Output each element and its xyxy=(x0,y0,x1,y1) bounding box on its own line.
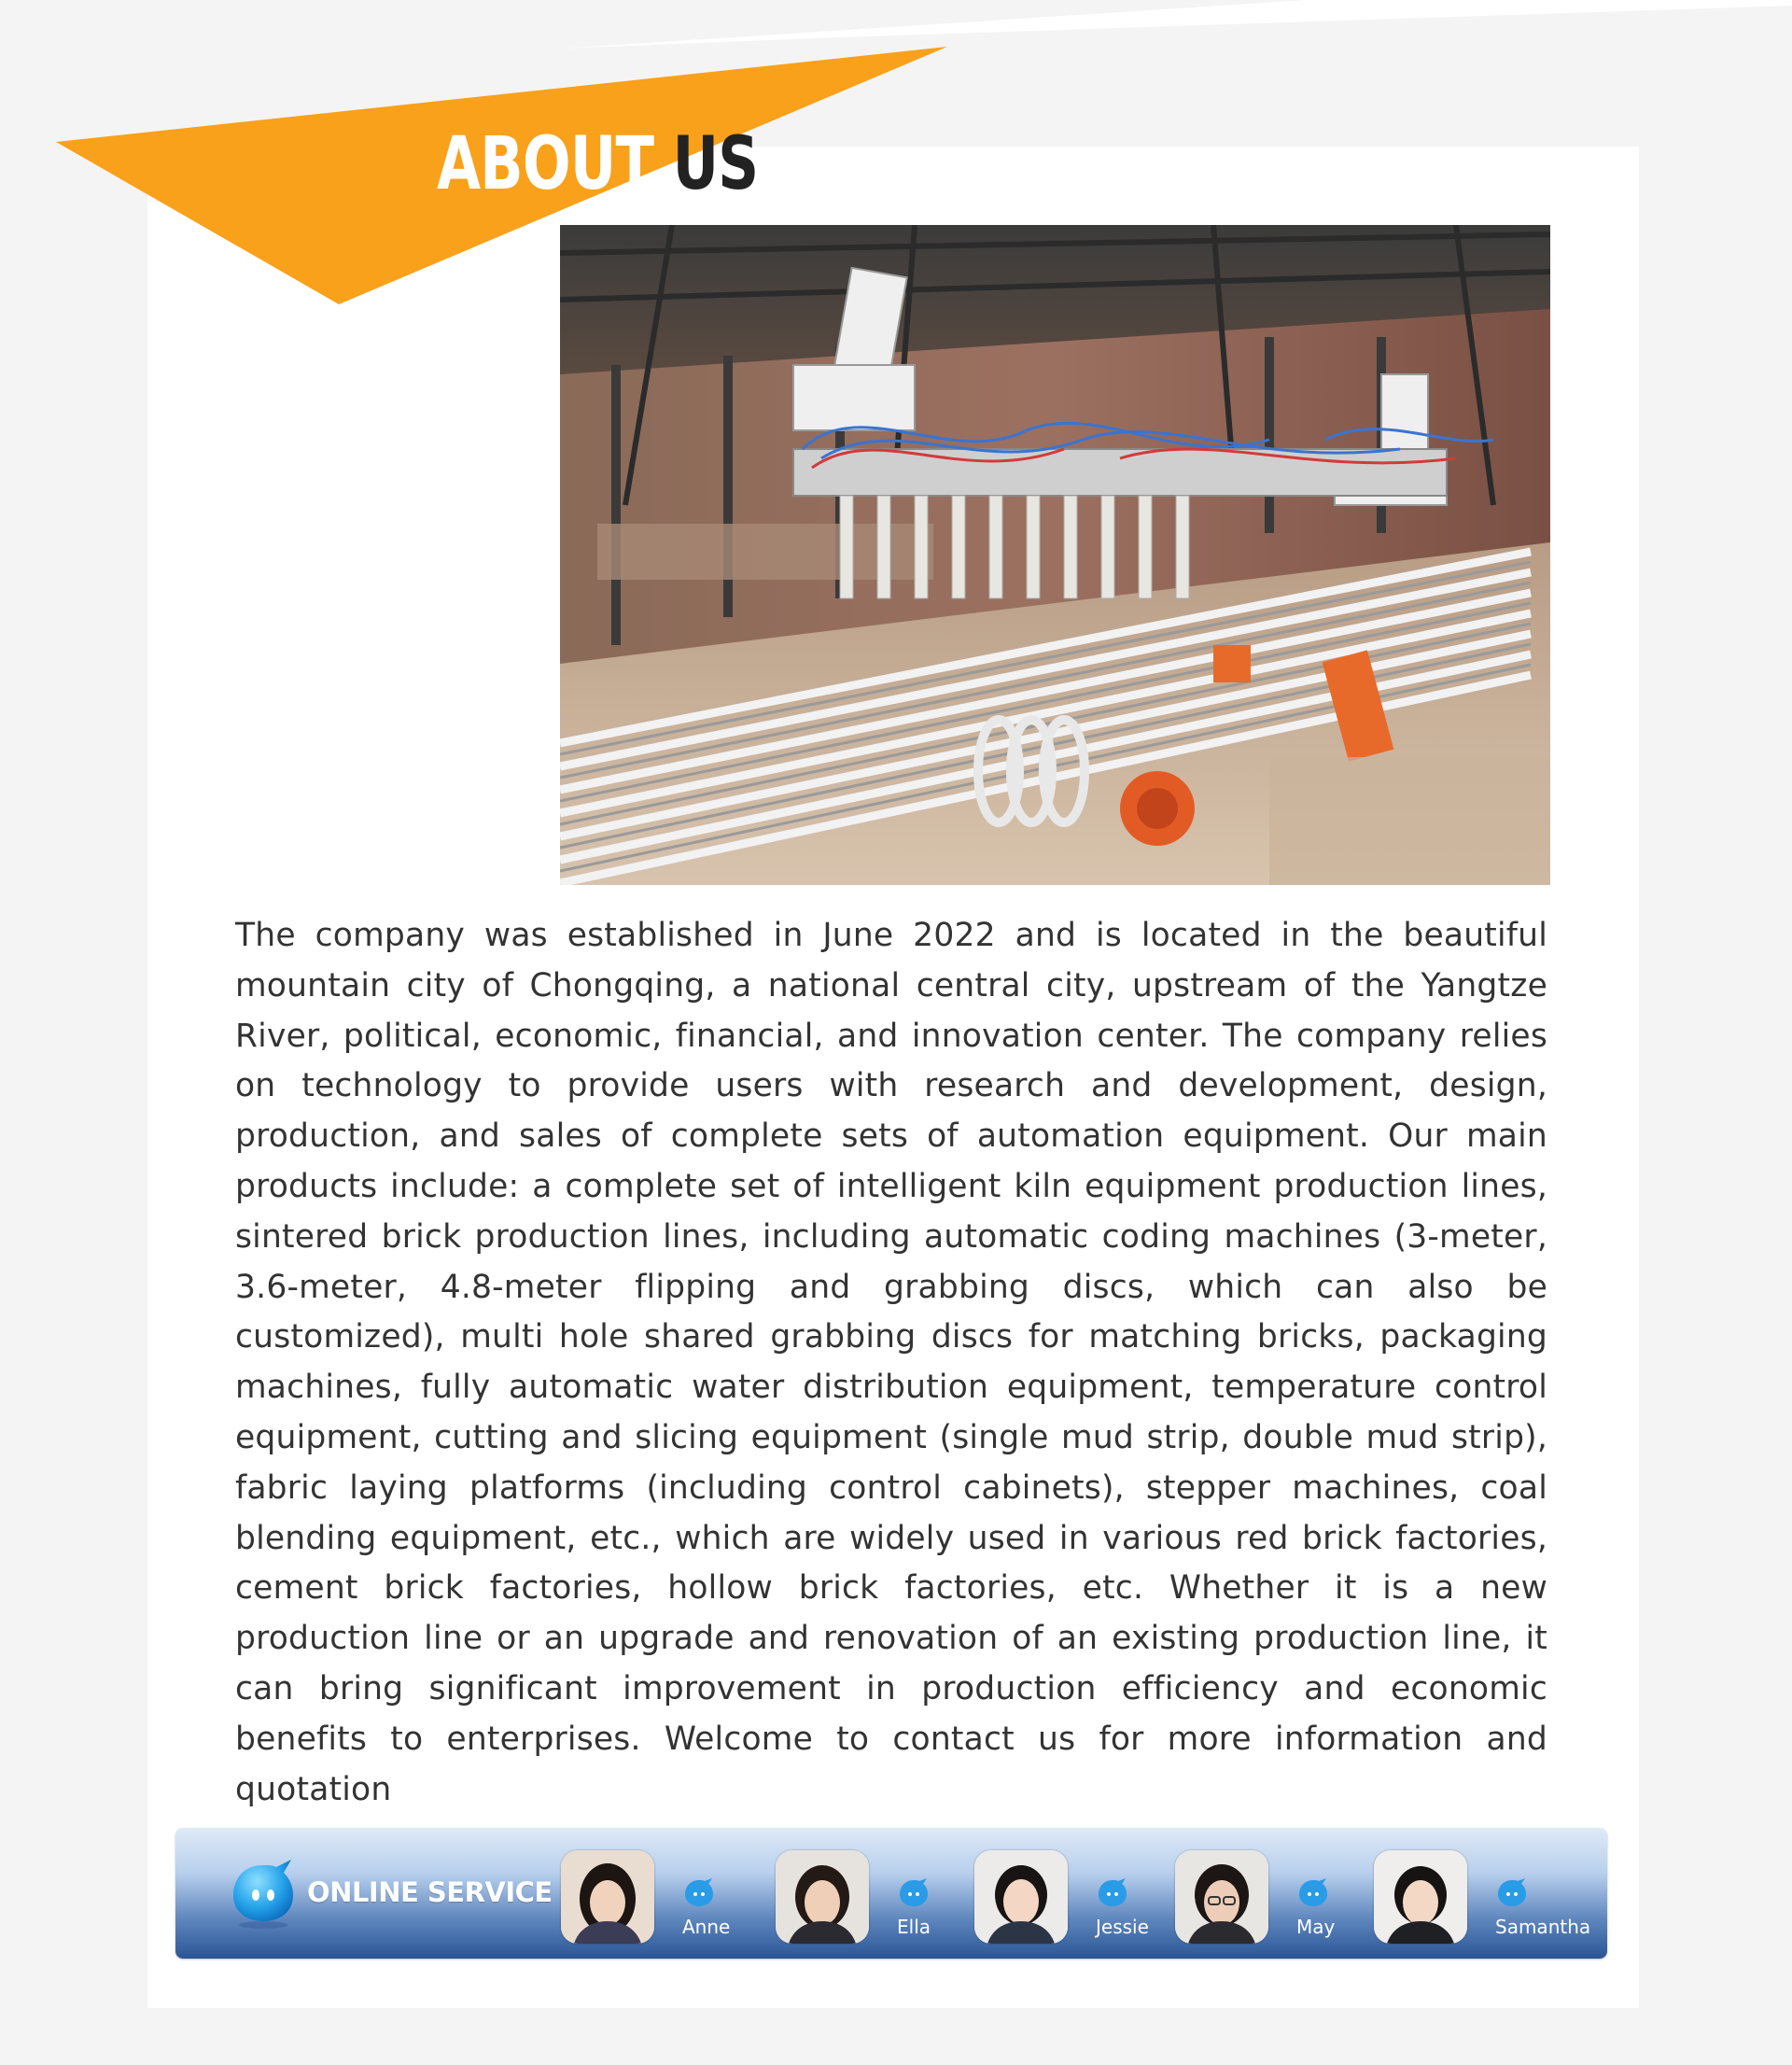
chat-bubble-icon[interactable] xyxy=(1296,1876,1330,1910)
agent-samantha[interactable] xyxy=(1374,1850,1607,1953)
robotic-brick-stacking-line-photo xyxy=(560,225,1550,885)
agent-name: Ella xyxy=(897,1916,931,1938)
title-word-us: US xyxy=(672,122,759,206)
about-paragraph: The company was established in June 2022 and is located in the beautiful mountain city of Chongqing, a national central city, upstream of the Yangtze River, political, economic, financial, and innovation center. The company relies on technology to provide users with research and development, design, production, and sales of complete sets of automation equipment. Our main products include: a complete set of intelligent kiln equipment production lines, sintered brick production lines, including automatic coding machines (3-meter, 3.6-meter, 4.8-meter flipping and grabbing discs, which can also be customized), multi hole shared grabbing discs for matching bricks, packaging machines, fully automatic water distribution equipment, temperature control equipment, cutting and slicing equipment (single mud strip, double mud strip), fabric laying platforms (including control cabinets), stepper machines, coal blending equipment, etc., which are widely used in various red brick factories, cement brick factories, hollow brick factories, etc. Whether it is a new production line or an upgrade and renovation of an existing production line, it can bring significant improvement in production efficiency and economic benefits to enterprises. Welcome to contact us for more information and quotation xyxy=(235,917,1547,1808)
online-service-bar xyxy=(175,1828,1607,1959)
online-service-label: ONLINE SERVICE xyxy=(307,1876,553,1908)
avatar xyxy=(974,1850,1068,1944)
agent-name: Samantha xyxy=(1495,1916,1591,1938)
agent-name: Anne xyxy=(682,1916,731,1938)
chat-bubble-icon[interactable] xyxy=(897,1876,931,1910)
chat-bubble-icon xyxy=(231,1858,295,1929)
chat-bubble-icon[interactable] xyxy=(682,1876,716,1910)
avatar xyxy=(776,1850,869,1944)
avatar xyxy=(561,1850,654,1944)
avatar xyxy=(1175,1850,1268,1944)
avatar xyxy=(1374,1850,1467,1944)
chat-bubble-icon[interactable] xyxy=(1495,1876,1529,1910)
chat-bubble-icon[interactable] xyxy=(1096,1876,1129,1910)
section-title xyxy=(437,118,758,211)
agent-anne[interactable] xyxy=(561,1850,804,1953)
title-word-about: ABOUT xyxy=(437,122,654,206)
agent-name: Jessie xyxy=(1096,1916,1149,1938)
agent-name: May xyxy=(1296,1916,1336,1938)
